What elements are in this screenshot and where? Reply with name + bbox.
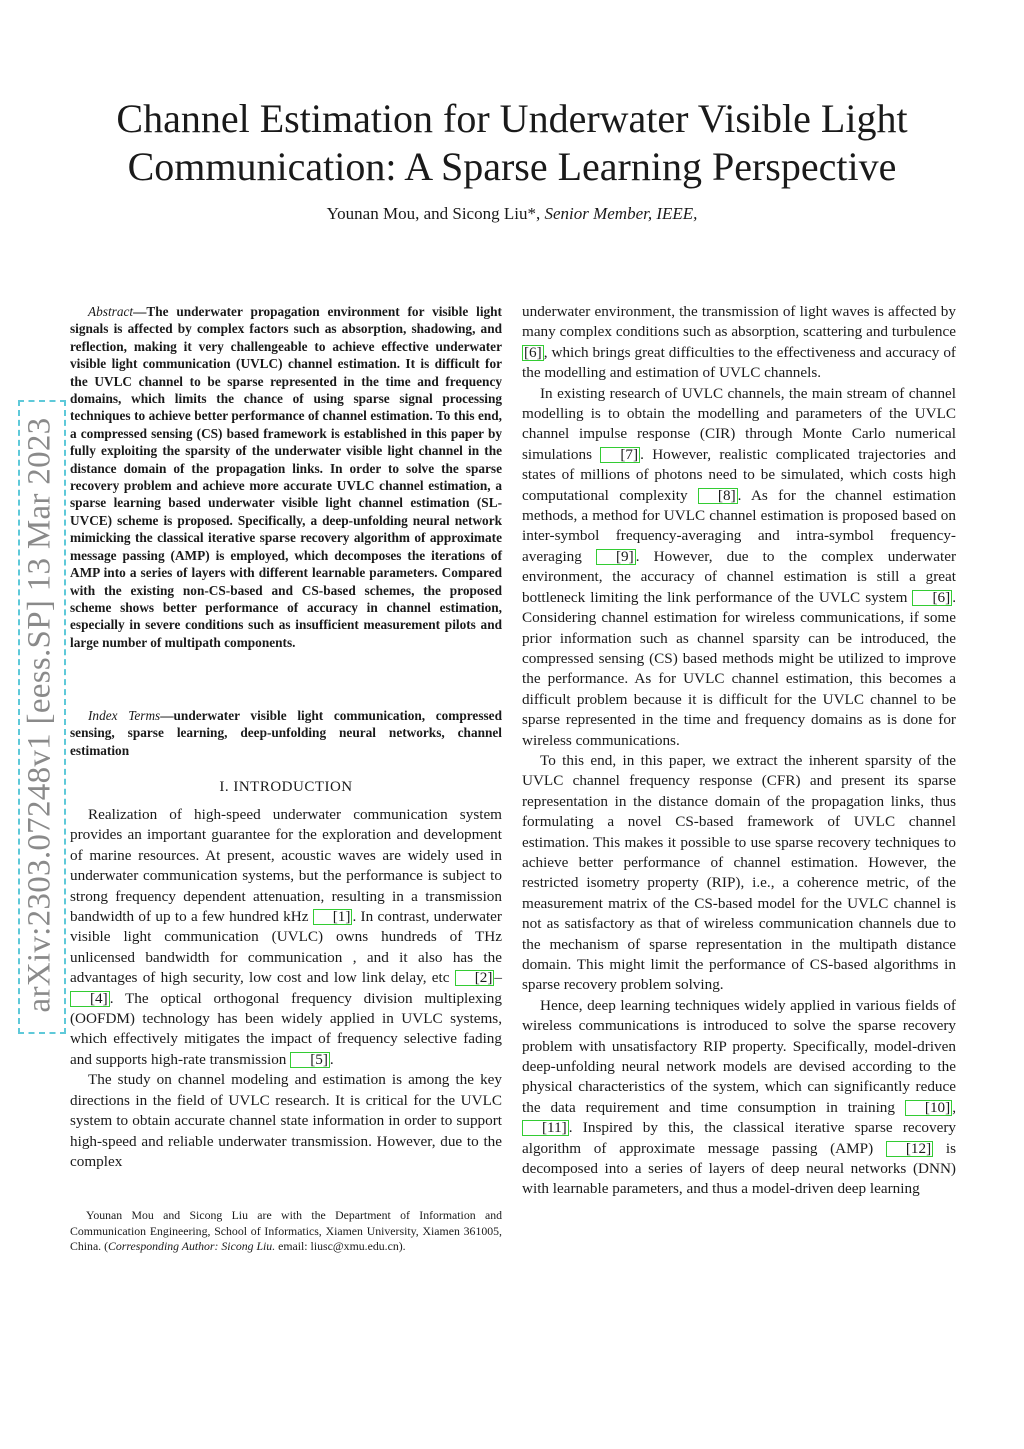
paragraph: To this end, in this paper, we extract the inherent sparsity of the UVLC channel frequency response (CFR) and present its sparse representation in the distance domain of the propagation links, thus formulating a novel CS-based framework of UVLC channel estimation. This makes it possible to use sparse recovery techniques to achieve better performance of channel estimation. However, the restricted isometry property (RIP), i.e., a coherence metric, of the measurement matrix of the CS-based model for the UVLC channel is not as satisfactory as that of wireless communication channels due to the mechanism of sparse representation in the multipath distance domain. This might limit the performance of CS-based algorithms in sparse recovery problem solving. [522,751,956,994]
abstract-label: Abstract [88,304,134,319]
author-line [60,204,964,224]
paragraph: Realization of high-speed underwater communication system provides an important guarantee for the exploration and development of marine resources. At present, acoustic waves are widely used in underwater communication systems, but the performance is subject to strong frequency dependent attenuation, resulting in a transmission bandwidth of up to a few hundred kHz [1] . In contrast, underwater visible light communication (UVLC) owns hundreds of THz unlicensed bandwidth for communication , and it also has the advantages of high security, low cost and low link delay, etc [2] –[4] . The optical orthogonal frequency division multiplexing (OOFDM) technology has been widely applied in UVLC systems, which effectively mitigates the impact of frequency selective fading and supports high-rate transmission [5] . [70,806,502,1068]
abstract-text: —The underwater propagation environment for visible light signals is affected by complex factors such as absorption, shadowing, and reflection, making it very challengeable to achieve effective underwater visible light communication (UVLC) channel estimation. It is difficult for the UVLC channel to be sparse represented in the time and frequency domains, which limits the chance of using sparse signal processing techniques to achieve better performance of channel estimation. To this end, a compressed sensing (CS) based framework is established in this paper by fully exploiting the sparsity of the underwater visible light channel in the distance domain of the propagation links. In order to solve the sparse recovery problem and achieve more accurate UVLC channel estimation, a sparse learning based underwater visible light channel estimation (SL-UVCE) scheme is proposed. Specifically, a deep-unfolding neural network mimicking the classical iterative sparse recovery algorithm of approximate message passing (AMP) is employed, which decomposes the iterations of AMP into a series of layers with different learnable parameters. Compared with the existing non-CS-based and CS-based schemes, the proposed scheme shows better performance of accuracy in channel estimation, especially in severe conditions such as insufficient measurement pilots and large number of multipath components. [70,304,502,650]
left-column-body [70,805,502,1172]
section-heading: I. INTRODUCTION [219,779,353,795]
citation-link[interactable]: [6] [524,343,542,361]
paragraph: underwater environment, the transmission of light waves is affected by many complex conditions such as absorption, scattering and turbulence [6] , which brings great difficulties to the effectiveness and accuracy of the modelling and estimation of UVLC channels. [522,303,956,382]
author-role: Senior Member, IEEE, [544,204,698,223]
arxiv-stamp [18,400,66,1030]
citation-link[interactable]: [5] [290,1052,330,1068]
citation-link[interactable]: [9] [596,549,636,565]
index-terms-text: —underwater visible light communication, compressed sensing, sparse learning, deep-unfolding neural networks, channel estimation [70,708,502,758]
paper-title [60,95,964,191]
title-line-1: Channel Estimation for Underwater Visible Light [116,96,908,141]
citation-link[interactable]: [12] [886,1141,933,1157]
paragraph: Hence, deep learning techniques widely applied in various fields of wireless communications is introduced to solve the sparse recovery problem with unsatisfactory RIP property. Specifically, model-driven deep-unfolding neural network models are devised according to the physical characteristics of the system, which can significantly reduce the data requirement and time consumption in training [10] , [11] . Inspired by this, the classical iterative sparse recovery algorithm of approximate message passing (AMP) [12] is decomposed into a series of layers of deep neural networks (DNN) with learnable parameters, and thus a model-driven deep learning [522,996,956,1198]
title-line-2: Communication: A Sparse Learning Perspective [127,144,897,189]
index-terms [70,707,502,759]
citation-link[interactable]: [6] [912,590,952,606]
citation-link[interactable]: [8] [698,488,738,504]
author-names: Younan Mou, and Sicong Liu*, [326,204,541,223]
citation-link[interactable]: [11] [522,1120,569,1136]
paragraph: The study on channel modeling and estimation is among the key directions in the field of UVLC research. It is critical for the UVLC system to obtain accurate channel state information in order to support high-speed and reliable underwater transmission. However, due to the complex [70,1071,502,1170]
right-column-body [522,302,956,1200]
citation-link[interactable]: [10] [905,1100,952,1116]
arxiv-stamp-text[interactable]: arXiv:2303.07248v1 [eess.SP] 13 Mar 2023 [21,417,58,1013]
abstract [70,303,502,651]
citation-link[interactable]: [2] [455,970,495,986]
index-terms-label: Index Terms [88,708,161,723]
footnote: Younan Mou and Sicong Liu are with the Department of Information and Communication Engineering, School of Informatics, Xiamen University, Xiamen 361005, China. (Corresponding Author: Sicong Liu. email: liusc@xmu.edu.cn). [70,1208,502,1253]
paragraph: In existing research of UVLC channels, the main stream of channel modelling is to obtain the modelling and parameters of the UVLC channel impulse response (CIR) through Monte Carlo numerical simulations [7] . However, realistic complicated trajectories and states of millions of photons need to be simulated, which costs high computational complexity [8] . As for the channel estimation methods, a method for UVLC channel estimation is proposed based on inter-symbol frequency-averaging and intra-symbol frequency-averaging [9] . However, due to the complex underwater environment, the accuracy of channel estimation is still a great bottleneck limiting the link performance of the UVLC system [6] . Considering channel estimation for wireless communications, if some prior information such as channel sparsity can be introduced, the compressed sensing (CS) based methods might be utilized to improve the performance. As for UVLC channel estimation, this becomes a difficult problem because it is difficult for the UVLC channel to be sparse represented in the time and frequency domains as is done for wireless communications. [522,384,957,749]
citation-link[interactable]: [4] [70,991,110,1007]
citation-link[interactable]: [7] [600,447,640,463]
citation-link[interactable]: [1] [313,909,353,925]
